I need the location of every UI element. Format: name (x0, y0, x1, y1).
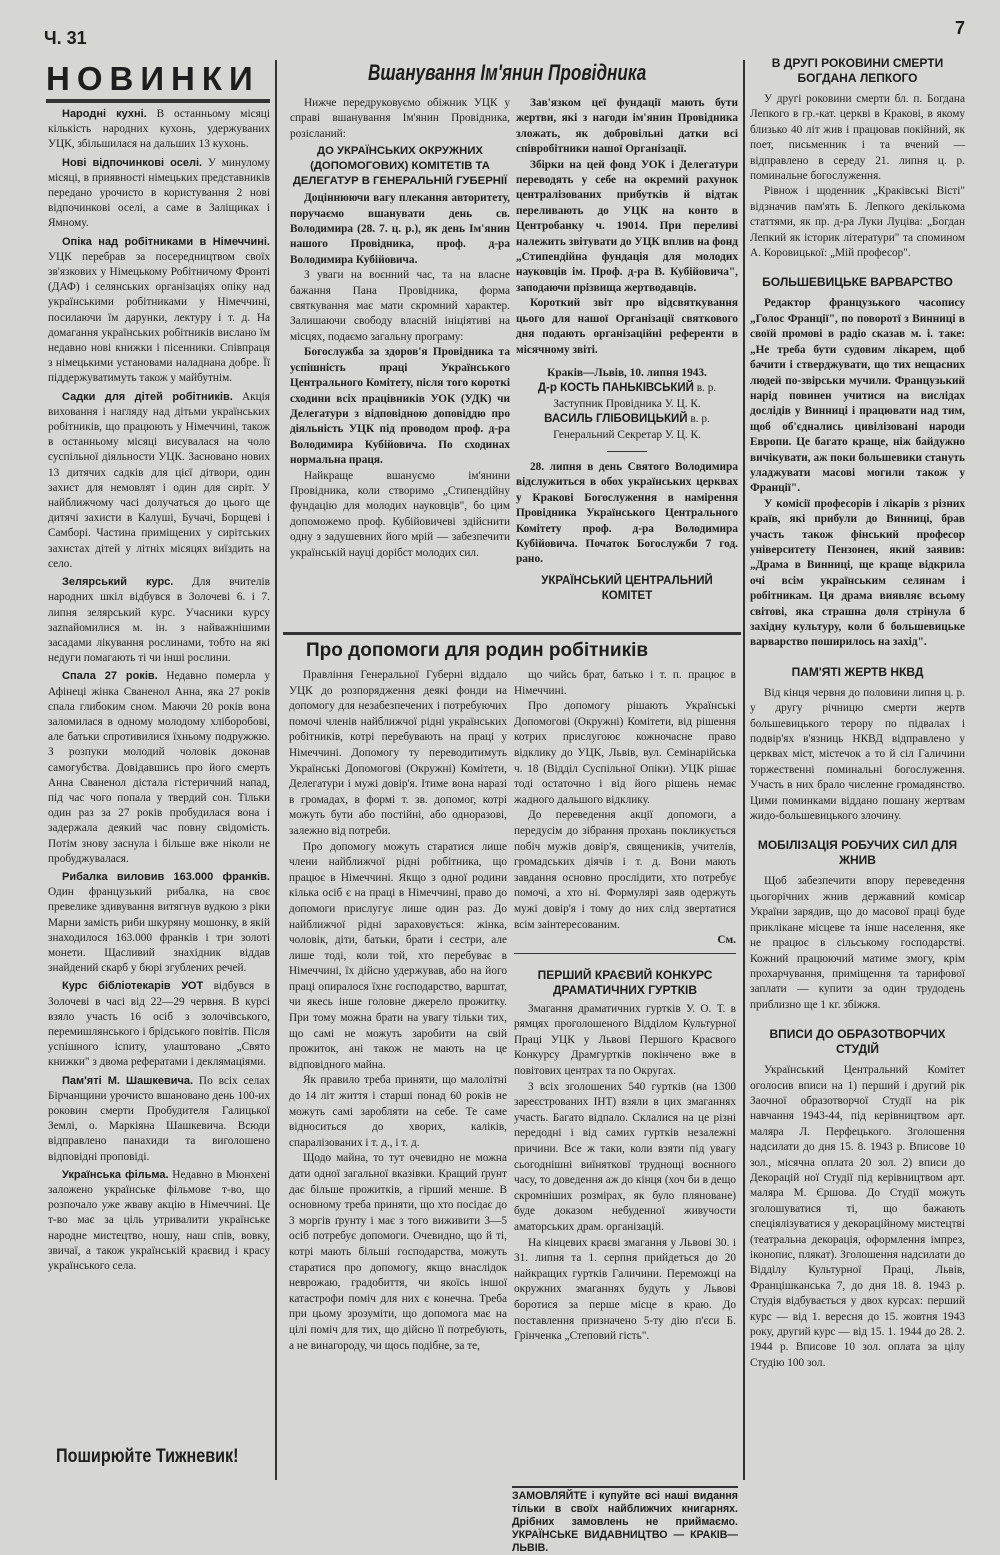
signature (516, 412, 738, 443)
paragraph: З всіх зголошених 540 гуртків (на 1300 зареєстрованих ІНТ) взяли в цих змаганнях участь. Багато відпало. Склалися на це різні передодні і від самих гуртків незалежні причини. Все ж таки, коли взяти під увагу сьогоднішні виїнятковї труднощі воєнного часу, то доведення аж до кінця (хоч би в дещо скромніших розмірах, як було пляноване) буде доказом небуденної живучости аматорських драм. організацій. (514, 1080, 736, 1233)
paragraph: Редактор французького часопису „Голос Франції", по поворотї з Винниці в своїй промові в радіо сказав м. і. таке: „Не треба бути судовим лікарем, щоб бачити і стверджувати, що тих нещасних людей по-звірськи мучили. Французький нарід повинен учитися на вислідах дослідів у Винниці і працювати над тим, щоб об'єднались цивілізовані народи Европи. Це багато краще, ніж байдужно вичікувати, аж поки большевики стануть уладжувати масові могили також у Франції". (750, 297, 965, 495)
signature (516, 381, 738, 412)
paragraph: З уваги на воєнний час, та на власне бажання Пана Провідника, форма святкування має мати скромний характер. Залишаючи свободу власній ініціятиві на місцях, подаємо загальну програму: (290, 269, 510, 343)
signature-name: ВАСИЛЬ ГЛІБОВИЦЬКИЙ (544, 413, 688, 426)
paragraph: Від кінця червня до половини липня ц. р. у другу річницю смерти жертв большевицького терору по підвалах і подвір'ях в'язниць НКВД відправлено у церквах міст, містечок а то й сіл Галичини торжественні поминальні богослуження. Участь в них брало численне громадянство. Цими поминками віддано пошану жертвам жидо-большевицького злочину. (750, 686, 965, 823)
news-item-lead: Народні кухні. (62, 108, 147, 120)
news-item-lead: Зелярський курс. (62, 576, 174, 589)
dopomohy-col2 (514, 668, 736, 1345)
signature-name: Д-р КОСТЬ ПАНЬКІВСЬКИЙ (537, 382, 694, 395)
lepky-title: В ДРУГІ РОКОВИНИ СМЕРТИ БОГДАНА ЛЕПКОГО (771, 56, 944, 85)
news-item-text: Для вчителів народних шкіл відбувся в Золочеві 6. і 7. липня зелярський курс. Учасники курсу заznайомилися м. ін. з найважнішими засадами лікування рослинами, тобто на які недуги помагають ті чи інші рослини. (48, 576, 270, 665)
paragraph: Рівнож і щоденник „Краківські Вісті" відзначив пам'ять Б. Лепкого декількома статтями, як пр. д-ра Луки Луціва: „Богдан Лепкий як історик літератури" та спомином А. Коровицької: „Мій професор". (750, 185, 965, 260)
imenyny-title: Вшанування Ім'янин Провідника (368, 60, 647, 85)
news-item-lead: Садки для дітей робітників. (62, 390, 233, 403)
dopomohy-col1 (289, 668, 507, 1354)
right-column (750, 50, 965, 1371)
signature-suffix: в. р. (687, 413, 710, 426)
paragraph: Збірки на цей фонд УОК і Делегатури переводять у себе на окремий рахунок централізованих прибутків й відтак переливають до УЦК на конто в Центробанку ч. 19014. При переливі належить звітувати до УЦК вплив на фонд „Стипендійна фундація для молодих науковців ім. Проф. д-ра В. Кубійовича", заподаючи прізвища жертводавців. (516, 158, 738, 294)
order-publisher: УКРАЇНСЬКЕ ВИДАВНИЦТВО — КРАКІВ—ЛЬВІВ. (512, 1529, 738, 1554)
konkurs-title: ПЕРШИЙ КРАЄВИЙ КОНКУРС ДРАМАТИЧНИХ ГУРТКІВ (537, 967, 713, 997)
paragraph: Зав'язком цеї фундації мають бути жертви, які з нагоди ім'янин Провідника зложать, як добровільні датки всі співробітники нашої Організації. (516, 97, 738, 156)
news-item-lead: Опіка над робітниками в Німеччині. (62, 235, 270, 248)
news-item-lead: Пам'яті М. Шашкевича. (62, 1074, 194, 1087)
imenyny-notice: 28. липня в день Святого Володимира відслужиться в обох українських церквах у Кракові Богослуження в намірення Провідника Українського Центрального Комітету проф. д-ра Володимира Кубійовича. Початок Богослужби 7 год. рано. (516, 460, 738, 566)
novynky-column (48, 107, 270, 1274)
paragraph: Змагання драматичних гуртків У. О. Т. в рямцях проголошеного Відділом Культурної Праці УЦК у Львові Першого Красвого Конкурсу Драмгуртків покінчено вже в повітових центрах та по Округах. (514, 1002, 736, 1078)
news-item-lead: Рибалка виловив 163.000 франків. (62, 870, 270, 883)
news-item (48, 235, 270, 387)
news-item (48, 870, 270, 976)
paragraph: У комісії професорів і лікарів з різних країв, які прибули до Винниці, брав участь також фінський професор університету Пензонен, який заявив: „Драма в Винниці, ще краще відкрила очі всім українським селянам і робітникам. Ця драма виявляє всьому світові, яка страшна доля стрінула б західну культуру, коли б большевицьке варварство поширилось на захід". (750, 497, 965, 649)
news-item (48, 1168, 270, 1274)
news-item-text: УЦК перебрав за посередництвом своїх зв'язкових у Німецькому Робітничому Фронті (ДАФ) і селянських організаціях опіку над українськими робітниками у Німеччині, посилаючи їм дарунки, лектуру і т. д. На домагання українських робітників вислано їм недавно нові книжки і пісенники. Співпраця з німецькими установами наладнана добре. Її піддержуватимуть також у майбутнім. (48, 250, 270, 385)
varvarstvo-title: БОЛЬШЕВИЦЬКЕ ВАРВАРСТВО (762, 275, 953, 290)
issue-number: Ч. 31 (44, 28, 87, 48)
news-item-lead: Нові відпочинкові оселі. (62, 156, 203, 169)
place-date: Краків—Львів, 10. липня 1943. (547, 366, 707, 379)
news-item (48, 1074, 270, 1165)
footer-slogan: Поширюйте Тижневик! (56, 1446, 239, 1467)
news-item (48, 575, 270, 666)
paragraph: Про допомогу можуть старатися лише члени найближчої рідні робітника, що працює в Німеччині. Якщо з одної родини кілька осіб є на праці в Німеччині, право до допомоги прислугує лише один раз. До найближчої рідні зараховується: жінка, чоловік, діти, батьки, брати і сестри, але лише тоді, коли той, хто перебуває в Німеччині, їх дійсно удержував, або на його праці опиралося їхнє господарство, варштат, чи якесь інше головне джерело прожитку. При тому можна брати на увагу тільки тих, що самі не можуть заробити на свій прожиток, ані також не мають на це відповідного майна. (289, 840, 507, 1071)
vpysy-title: ВПИСИ ДО ОБРАЗОТВОРЧИХ СТУДІЙ (769, 1027, 946, 1057)
paragraph: Богослужба за здоров'я Провідника та успішність праці Українського Центрального Комітету, після того короткі сходини всіх працівників УОК (УДК) чи Делегатури з відповідною доповіддю про діяльність УЦК під проводом проф. д-ра Володимира Кубійовича. По сходинах нормальна праця. (290, 346, 510, 467)
order-box (512, 1486, 738, 1555)
news-item (48, 979, 270, 1070)
news-item-text: В останньому місяці кількість народних кухонь, удержуваних УЦК, збільшилася на дальших 13 кухонь. (48, 108, 270, 151)
mobilizatsia-title: МОБІЛІЗАЦІЯ РОБУЧИХ СИЛ ДЛЯ ЖНИВ (757, 838, 958, 868)
paragraph: Український Центральний Комітет оголосив вписи на 1) перший і другий рік Заочної образотворчої Студії на рік навчання 1943-44, під керівництвом арт. маляра Л. Перфецького. Зголошення надсилати до дня 15. 8. 1943 р. Вписове 10 зол., місячна оплата 20 зол. 2) вписи до Декорацій ної Студії під керівництвом арт. маляра М. Єршова. До Студії можуть зголошуватися ті, що бажають спеціялізуватися у декораційному мистецтві (театральна декорація, оформлення імпрез, іконопис, плякат). Зголошення надсилати до Відділу Культурної Праці, Львів, Францішканська 7, до дня 18. 8. 1943 р. Студія відбувається у двох курсах: перший курс — від 1. вересня до 15. жовтня 1943 року, другий курс — від 15. 1. 1944 до 28. 2. 1944 р. Вписове 10 зол. оплата за цілу Студію 100 зол. (750, 1064, 965, 1369)
news-item-text: Недавно в Мюнхені заложено українське фільмове т-во, що розпочало уже жваву акцію в Німеччині. Це т-во має за ціль утривалити українське народне мистецтво, ношу, наш спів, вовку, звичаї, а також українській краєвид і красу українського села. (48, 1168, 270, 1273)
signature-suffix: в. р. (693, 382, 717, 395)
paragraph: Короткий звіт про відсвяткування цього для нашої Організації святкового дня подають організаційні референти в місячному звіті. (516, 297, 738, 356)
news-item (48, 107, 270, 153)
news-item-lead: Українська фільма. (62, 1168, 169, 1181)
paragraph: У другі роковини смерти бл. п. Богдана Лепкого в гр.-кат. церкві в Кракові, в якому близько 40 літ жив і працював покійний, як поет, письменник і та вчений — відправлено в середу 21. липня ц. р. поминальне богослуження. (750, 93, 965, 183)
news-item (48, 156, 270, 232)
dopomohy-title: Про допомоги для родин робітників (306, 640, 649, 661)
dopomohy-signature: См. (717, 934, 736, 947)
paragraph: Щоб забезпечити впору переведення цьогорічних жнив державний комісар України зарядив, що до масової праці буде приклікане місцеве та інше населення, яке не працює в сільському господарстві. Кожний працюючий матиме змогу, крім прохарчування, приміщення та тарифової заплати — купити за один трудодень приблизно ще 1 кг. збіжжя. (750, 875, 965, 1011)
news-item (48, 390, 270, 572)
signature-role: Генеральний Секретар У. Ц. К. (553, 428, 701, 441)
news-item-lead: Курс бібліотекарів УОТ (62, 980, 204, 993)
order-text: ЗАМОВЛЯЙТЕ і купуйте всі наші видання тільки в своїх найближчих книгарнях. Дрібних замовлень не приймаємо. (512, 1490, 738, 1528)
paragraph: Як правило треба приняти, що малолітні до 14 літ життя і старші понад 60 років не можуть самі заробляти на себе. Те саме відноситься до хворих, каліків, спаралізованих і т. д., і т. д. (289, 1074, 507, 1149)
paragraph: На кінцевих краєві змагання у Львові 30. і 31. липня та 1. серпня прийдеться до 20 найкращих гуртків Галичини. Переможці на окружних змаганнях будуть у Львові боротися за перше місце в краю. До поставлення призначено 5-ту дію п'єси Б. Грінченка „Степовий гість". (514, 1236, 736, 1343)
paragraph: Щодо майна, то тут очевидно не можна дати одної загальної вказівки. Кращий ґрунт дає більше прожитків, а гірший менше. В основному треба приняти, що хто посідає до 3 моргів ґрунту і має з того виживити 3—5 осіб потребує допомоги. Очевидно, що й ті, котрі мають більші господарства, можуть старатися про допомогу, якщо внаслідок неврожаю, градобиття, чи якоїсь іншої катастрофи поміч для них є конечна. Треба при цьому зрозуміти, що допомога має на цілі поміч для тих, що дійсно її потребують, а не винагороду, чи щось подібне, за те, (289, 1152, 507, 1352)
imenyny-col2 (516, 96, 738, 610)
paragraph: Найкраще вшануємо ім'янини Провідника, коли створимо „Стипендійну фундацію для молодих науковців", бо цим допоможемо проф. Кубійовичеві здійснити одну з задушевних його мрій — забезпечити українській науці дорібст молодих сил. (290, 469, 510, 559)
paragraph: До переведення акції допомоги, а передусім до зібрання прохань покликується побіч мужів довір'я, священиків, учителів, громадських діячів і т. д. Вони мають завдання основно прослідити, хто потребує помочі, а хто ні. Формулярі заяв одержуть мужі довір'я і тому до них слід звертатися всім заінтересованим. (514, 809, 736, 931)
page-number: 7 (955, 18, 966, 38)
imenyny-address: ДО УКРАЇНСЬКИХ ОКРУЖНИХ (ДОПОМОГОВИХ) КОМІТЕТІВ ТА ДЕЛЕГАТУР В ГЕНЕРАЛЬНІЙ ГУБЕРНІЇ (292, 145, 508, 188)
paragraph: що чийсь брат, батько і т. п. працює в Німеччині. (514, 669, 736, 697)
imenyny-intro: Нижче передруковуємо обіжник УЦК у справі вшанування Ім'янин Провідника, розісланий: (290, 97, 510, 140)
imenyny-col1 (290, 96, 510, 561)
paragraph: Про допомогу рішають Українські Допомогові (Окружні) Комітети, від рішення котрих прислугоює кожночасне право відклику до УЦК, Львів, вул. Семінарійська ч. 18 (Відділ Суспільної Опіки). УЦК рішає тоді остаточно і від його рішень немає жадного дальшого відклику. (514, 700, 736, 806)
notice-signature: УКРАЇНСЬКИЙ ЦЕНТРАЛЬНИЙ КОМІТЕТ (541, 574, 713, 602)
nkvd-title: ПАМ'ЯТІ ЖЕРТВ НКВД (791, 664, 924, 679)
news-item-text: відбувся в Золочеві в часі від 22—29 червня. В курсі взяло участь 16 осіб з золочівського, перемишлянського і брідського повітів. Після успішного іспиту, улаштовано „Свято книжки" з двома рефератами і деклямаціями. (48, 980, 270, 1069)
novynky-title: НОВИНКИ (46, 60, 260, 97)
news-item-text: У минулому місяці, в приявності німецьких представників передано урочисто в користування 2 нові відпочинкові оселі, а саме в Заліщиках і Ямному. (48, 156, 270, 230)
news-item-text: Акція виховання і нагляду над дітьми українських робітників, що працюють у Німеччині, також в останньому місяці висувалася на чоло суспільної діяльности УЦК. Засновано нових 13 дитячих садків для цієї дітвори, один захист для немовлят і один для сиріт. У найближчому часі долучаться до цього ще дитячі захисти в Калуші, Бучачі, Борщеві і Самборі. Частина приміщених у сирітських захистах дітей у літніх місяцях виїздить на село. (48, 390, 270, 570)
news-item (48, 669, 270, 867)
news-item-text: По всіх селах Бірчанщини урочисто вшановано день 100-их роковин смерти Пробудителя Галицької Землі, о. Маркіяна Шашкевича. Всюди відправлено панахиди та виголошено відповідні проповіді. (48, 1074, 270, 1163)
news-item-text: Недавно померла у Афінеці жінка Сваненол Анна, яка 27 років спала глибоким сном. Маючи 20 років вона заломилася в одному молодому хліборобові, але батьки спротивилися їхньому подружжю. З розпуки молодий чоловік доконав самогубства. Довідавшись про його смерть Анна Сваненол дістала гістеричний напад, під час чого попала у твердий сон. Тільки один раз за 27 років пробудилася вона і задержала деякий час повну свідомість. Потім знову заснула і більше вже ніколи не пробуджувалася. (48, 670, 270, 865)
paragraph: Правління Генеральної Губерні віддало УЦК до розпорядження деякі фонди на допомогу для незабезпечених і потребуючих помочі членів найближчої рідні українських робітників, котрі перебувають на праці у Німеччині. Допомогу ту переводитимуть Українські Допомогові (Окружні) Комітети, Делегатури і мужі довір'я. Ітиме вона наразі в громадах, в формі т. зв. допомог, котрі можуть бути або постійні, або одноразові, залежно від потреби. (289, 669, 507, 837)
signature-role: Заступник Провідника У. Ц. К. (553, 397, 701, 410)
news-item-lead: Спала 27 років. (62, 670, 158, 683)
paragraph: Доціннюючи вагу плекання авторитету, поручаємо вшанувати день св. Володимира (28. 7. ц. р.), як день Ім'янин нашого Провідника, проф. д-ра Володимира Кубійовича. (290, 192, 510, 266)
news-item-text: Один французький рибалка, на своє превелике здивування витягнув вудкою з ріки Марни замість риби шкуряну мошонку, в якій знаходилося 163.000 франків і три золоті монети. Щасливий знахідник віддав знайдений скарб у бюрі згублених речей. (48, 886, 270, 975)
